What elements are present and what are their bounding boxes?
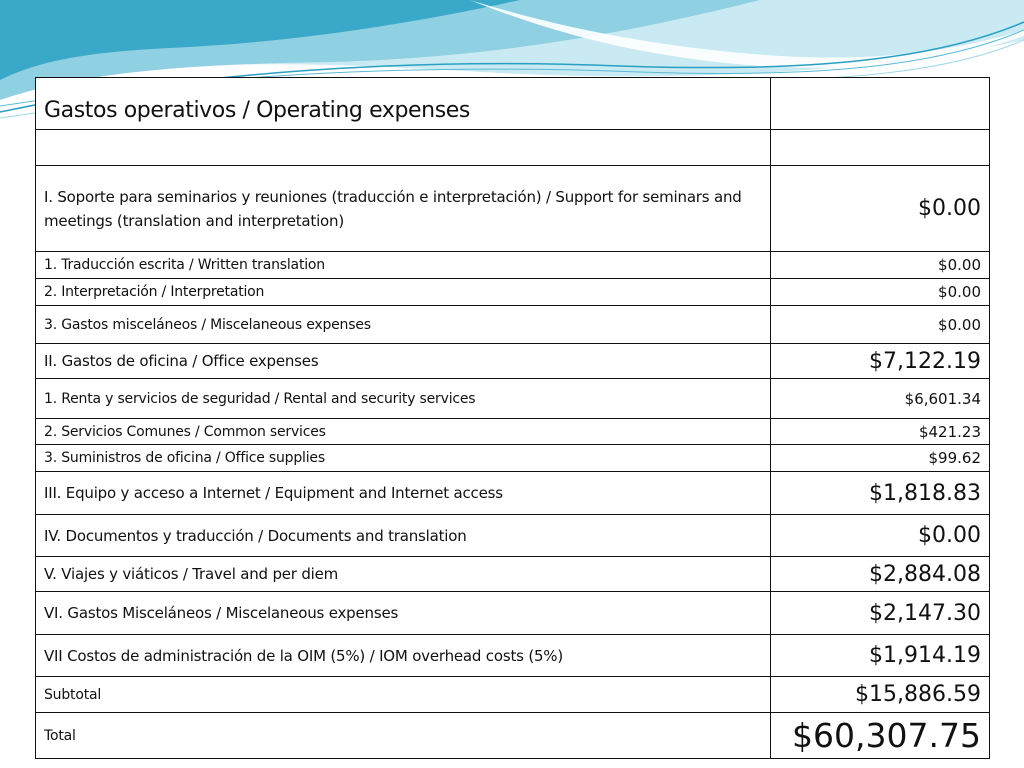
section-5-label: V. Viajes y viáticos / Travel and per diem [36, 557, 771, 592]
table-row-subtotal [36, 677, 990, 713]
total-amount: $60,307.75 [771, 713, 990, 759]
table-row-section-4 [36, 515, 990, 557]
table-row-item [36, 379, 990, 419]
subtotal-amount: $15,886.59 [771, 677, 990, 713]
table-row-section-6 [36, 592, 990, 635]
table-row-blank [36, 130, 990, 166]
item-1-2-amount: $0.00 [771, 279, 990, 306]
section-2-amount: $7,122.19 [771, 344, 990, 379]
section-1-amount: $0.00 [771, 166, 990, 252]
empty-cell [771, 130, 990, 166]
table-row-section-1 [36, 166, 990, 252]
section-6-label: VI. Gastos Misceláneos / Miscelaneous expenses [36, 592, 771, 635]
empty-cell [36, 130, 771, 166]
table-title: Gastos operativos / Operating expenses [36, 78, 771, 130]
item-2-1-amount: $6,601.34 [771, 379, 990, 419]
section-7-label: VII Costos de administración de la OIM (5%) / IOM overhead costs (5%) [36, 635, 771, 677]
table-row-item [36, 445, 990, 472]
empty-cell [771, 78, 990, 130]
item-1-3-label: 3. Gastos misceláneos / Miscelaneous expenses [36, 306, 771, 344]
section-4-label: IV. Documentos y traducción / Documents and translation [36, 515, 771, 557]
item-1-2-label: 2. Interpretación / Interpretation [36, 279, 771, 306]
section-7-amount: $1,914.19 [771, 635, 990, 677]
section-1-label: I. Soporte para seminarios y reuniones (traducción e interpretación) / Support for seminars and meetings (translation and interpretation) [36, 166, 771, 252]
section-2-label: II. Gastos de oficina / Office expenses [36, 344, 771, 379]
section-3-label: III. Equipo y acceso a Internet / Equipment and Internet access [36, 472, 771, 515]
table-row-title [36, 78, 990, 130]
table-row-item [36, 279, 990, 306]
section-4-amount: $0.00 [771, 515, 990, 557]
subtotal-label: Subtotal [36, 677, 771, 713]
total-label: Total [36, 713, 771, 759]
item-2-2-label: 2. Servicios Comunes / Common services [36, 419, 771, 445]
table-row-item [36, 419, 990, 445]
item-2-3-amount: $99.62 [771, 445, 990, 472]
section-3-amount: $1,818.83 [771, 472, 990, 515]
table-row-item [36, 252, 990, 279]
item-1-1-amount: $0.00 [771, 252, 990, 279]
section-6-amount: $2,147.30 [771, 592, 990, 635]
item-2-1-label: 1. Renta y servicios de seguridad / Rental and security services [36, 379, 771, 419]
item-2-2-amount: $421.23 [771, 419, 990, 445]
table-row-section-7 [36, 635, 990, 677]
table-row-section-5 [36, 557, 990, 592]
item-2-3-label: 3. Suministros de oficina / Office supplies [36, 445, 771, 472]
item-1-3-amount: $0.00 [771, 306, 990, 344]
item-1-1-label: 1. Traducción escrita / Written translation [36, 252, 771, 279]
table-row-total [36, 713, 990, 759]
table-row-section-3 [36, 472, 990, 515]
expense-table [35, 77, 990, 759]
table-row-item [36, 306, 990, 344]
table-row-section-2 [36, 344, 990, 379]
section-5-amount: $2,884.08 [771, 557, 990, 592]
